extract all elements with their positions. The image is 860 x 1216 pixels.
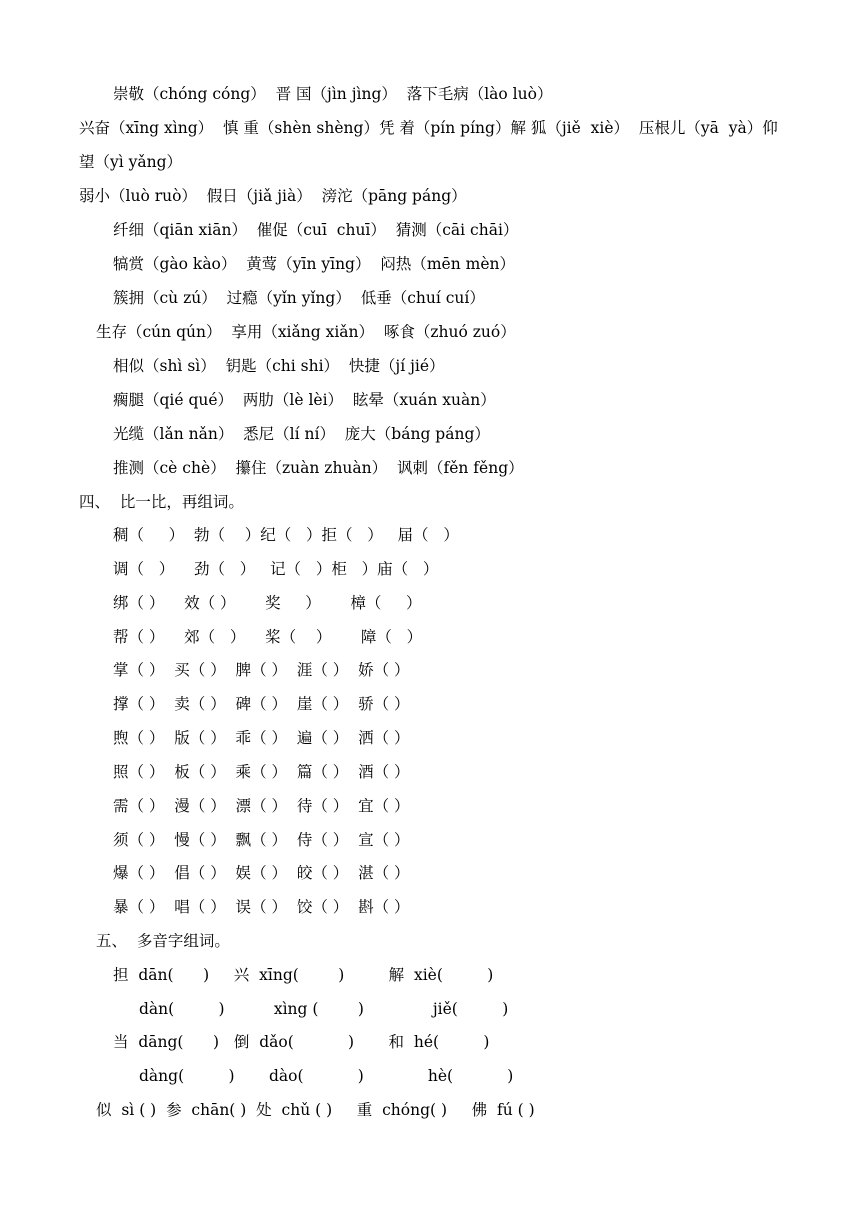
compare-row-10: 须（ ） 慢（ ） 飘（ ） 侍（ ） 宣（ ） [113,831,410,849]
pinyin-row-11: 推测（cè chè） 攥住（zuàn zhuàn） 讽刺（fěn fěng） [113,459,524,477]
polyphone-row-3: 当 dāng( ) 倒 dǎo( ) 和 hé( ) [113,1033,490,1051]
pinyin-row-6: 簇拥（cù zú） 过瘾（yǐn yǐng） 低垂（chuí cuí） [113,289,485,307]
pinyin-row-1: 崇敬（chóng cóng） 晋 国（jìn jìng） 落下毛病（lào luò） [113,85,553,103]
compare-row-5: 掌（ ） 买（ ） 脾（ ） 涯（ ） 娇（ ） [113,661,410,679]
polyphone-row-1: 担 dān( ) 兴 xīng( ) 解 xiè( ) [113,966,494,984]
compare-row-9: 需（ ） 漫（ ） 漂（ ） 待（ ） 宜（ ） [113,797,410,815]
compare-row-1: 稠（ ） 勃（ ）纪（ ）拒（ ） 届（ ） [113,526,459,544]
polyphone-row-4: dàng( ) dào( ) hè( ) [139,1067,514,1085]
pinyin-row-8: 相似（shì sì） 钥匙（chi shi） 快捷（jí jié） [113,357,445,375]
compare-row-8: 照（ ） 板（ ） 乘（ ） 篇（ ） 酒（ ） [113,763,410,781]
pinyin-row-2-wrap: 望（yì yǎng） [79,153,183,171]
pinyin-row-4: 纤细（qiān xiān） 催促（cuī chuī） 猜测（cāi chāi） [113,221,519,239]
polyphone-row-5: 似 sì ( ) 参 chān( ) 处 chǔ ( ) 重 chóng( ) 佛 fú ( ) [96,1101,535,1119]
compare-row-12: 暴（ ） 唱（ ） 误（ ） 饺（ ） 斟（ ） [113,898,410,916]
pinyin-row-9: 瘸腿（qié qué） 两肋（lè lèi） 眩晕（xuán xuàn） [113,391,496,409]
polyphone-row-2: dàn( ) xìng ( ) jiě( ) [139,1000,509,1018]
pinyin-row-2: 兴奋（xīng xìng） 慎 重（shèn shèng）凭 着（pín píng）解 狐（jiě xiè） 压根儿（yā yà）仰 [79,119,778,137]
pinyin-row-3: 弱小（luò ruò） 假日（jiǎ jià） 滂沱（pāng páng） [79,187,467,205]
pinyin-row-7: 生存（cún qún） 享用（xiǎng xiǎn） 啄食（zhuó zuó） [96,323,516,341]
pinyin-row-10: 光缆（lǎn nǎn） 悉尼（lí ní） 庞大（báng páng） [113,425,490,443]
section-4-heading: 四、 比一比，再组词。 [79,493,244,511]
compare-row-3: 绑（ ） 效（ ） 奖 ） 樟（ ） [113,594,422,612]
section-5-heading: 五、 多音字组词。 [96,932,230,950]
compare-row-2: 调（ ） 劲（ ） 记（ ）柜 ）庙（ ） [113,560,439,578]
compare-row-11: 爆（ ） 倡（ ） 娱（ ） 皎（ ） 湛（ ） [113,864,410,882]
compare-row-7: 煦（ ） 版（ ） 乖（ ） 遍（ ） 洒（ ） [113,729,410,747]
compare-row-4: 帮（ ） 郊（ ） 桨（ ） 障（ ） [113,628,423,646]
compare-row-6: 撑（ ） 卖（ ） 碑（ ） 崖（ ） 骄（ ） [113,695,410,713]
pinyin-row-5: 犒赏（gào kào） 黄莺（yīn yīng） 闷热（mēn mèn） [113,255,515,273]
